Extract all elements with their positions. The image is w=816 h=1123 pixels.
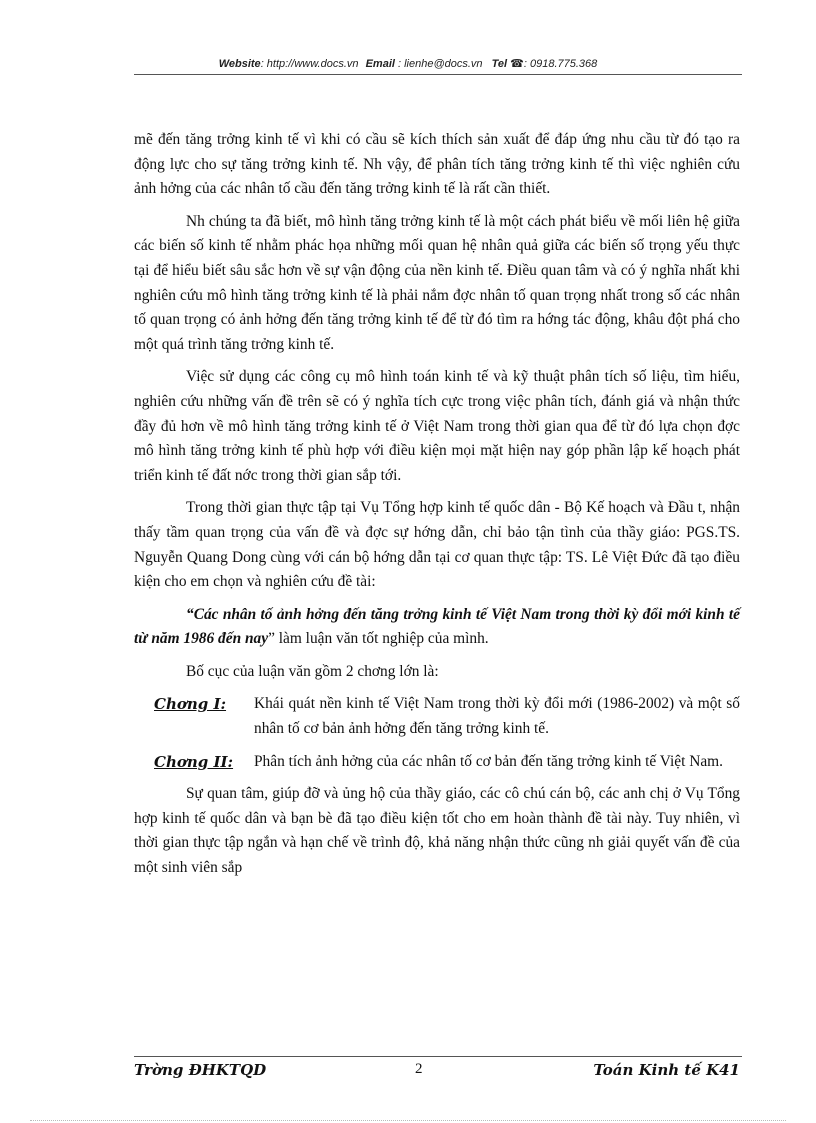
email-value[interactable]: : lienhe@docs.vn — [398, 58, 483, 70]
paragraph-4: Trong thời gian thực tập tại Vụ Tổng hợp kinh tế quốc dân - Bộ Kế hoạch và Đầu t, nhận thấy tầm quan trọng của vấn đề và đợc sự hớng dẫn, chỉ bảo tận tình của thầy giáo: PGS.TS. Nguyễn Quang Dong cùng với cán bộ hớng dẫn tại cơ quan thực tập: TS. Lê Việt Đức đã tạo điều kiện cho em chọn và nghiên cứu đề tài: — [134, 499, 740, 591]
page-header — [0, 57, 816, 70]
website-value[interactable]: : http://www.docs.vn — [260, 58, 359, 70]
header-divider — [134, 74, 742, 75]
chapter-1-label: Chơng I: — [154, 695, 227, 714]
paragraph-structure: Bố cục của luận văn gồm 2 chơng lớn là: — [186, 662, 439, 680]
footer-school: Trờng ĐHKTQD — [134, 1061, 267, 1079]
chapter-2 — [154, 750, 740, 775]
email-label: Email — [365, 58, 395, 70]
footer-class: Toán Kinh tế K41 — [593, 1061, 740, 1079]
footer-divider — [134, 1056, 742, 1057]
thesis-title-paragraph — [134, 603, 740, 652]
chapter-2-label: Chơng II: — [154, 752, 234, 771]
website-label: Website — [218, 58, 261, 70]
paragraph-acknowledgement: Sự quan tâm, giúp đỡ và ủng hộ của thầy giáo, các cô chú cán bộ, các anh chị ở Vụ Tổng hợp kinh tế quốc dân và bạn bè đã tạo điều kiện tốt cho em hoàn thành đề tài này. Tuy nhiên, vì thời gian thực tập ngắn và hạn chế về trình độ, khả năng nhận thức cũng nh giải quyết vấn đề của một sinh viên sắp — [134, 785, 740, 877]
thesis-title: “Các nhân tố ảnh hởng đến tăng trởng kinh tế Việt Nam trong thời kỳ đổi mới kinh tế từ năm 1986 đến nay — [134, 605, 740, 648]
chapter-1 — [154, 692, 740, 741]
tel-label: Tel — [491, 58, 508, 70]
page-bottom-dotted-line — [30, 1120, 786, 1121]
phone-icon: ☎ — [510, 58, 524, 70]
chapter-1-text: Khái quát nền kinh tế Việt Nam trong thời kỳ đổi mới (1986-2002) và một số nhân tố cơ bản ảnh hởng đến tăng trởng kinh tế. — [254, 695, 740, 738]
paragraph-2: Nh chúng ta đã biết, mô hình tăng trởng kinh tế là một cách phát biểu về mối liên hệ giữa các biến số kinh tế nhằm phác họa những mối quan hệ nhân quả giữa các biến số trọng yếu thực tại để hiểu biết sâu sắc hơn về sự vận động của nền kinh tế. Điều quan tâm và có ý nghĩa nhất khi nghiên cứu mô hình tăng trởng kinh tế là phải nắm đợc nhân tố quan trọng nhất trong số các nhân tố quan trọng có ảnh hởng đến tăng trởng kinh tế để từ đó tìm ra hớng tác động, khâu đột phá cho một quá trình tăng trởng kinh tế. — [134, 212, 740, 353]
page-number: 2 — [415, 1061, 423, 1077]
thesis-title-rest: ” làm luận văn tốt nghiệp của mình. — [268, 630, 489, 648]
document-body — [134, 128, 740, 889]
tel-value: : 0918.775.368 — [523, 58, 598, 70]
paragraph-1: mẽ đến tăng trởng kinh tế vì khi có cầu sẽ kích thích sản xuất để đáp ứng nhu cầu từ đó tạo ra động lực cho sự tăng trởng kinh tế. Nh vậy, để phân tích tăng trởng kinh tế thì việc nghiên cứu ảnh hởng của các nhân tố cầu đến tăng trởng kinh tế là rất cần thiết. — [134, 131, 740, 198]
chapter-2-text: Phân tích ảnh hởng của các nhân tố cơ bản đến tăng trởng kinh tế Việt Nam. — [254, 752, 723, 770]
paragraph-3: Việc sử dụng các công cụ mô hình toán kinh tế và kỹ thuật phân tích số liệu, tìm hiểu, nghiên cứu những vấn đề trên sẽ có ý nghĩa tích cực trong việc phân tích, đánh giá và nhận thức đầy đủ hơn về mô hình tăng trởng kinh tế ở Việt Nam trong thời gian qua để từ đó lựa chọn đợc mô hình tăng trởng kinh tế phù hợp với điều kiện mọi mặt hiện nay góp phần lập kế hoạch phát triển kinh tế đất nớc trong thời gian sắp tới. — [134, 368, 740, 484]
